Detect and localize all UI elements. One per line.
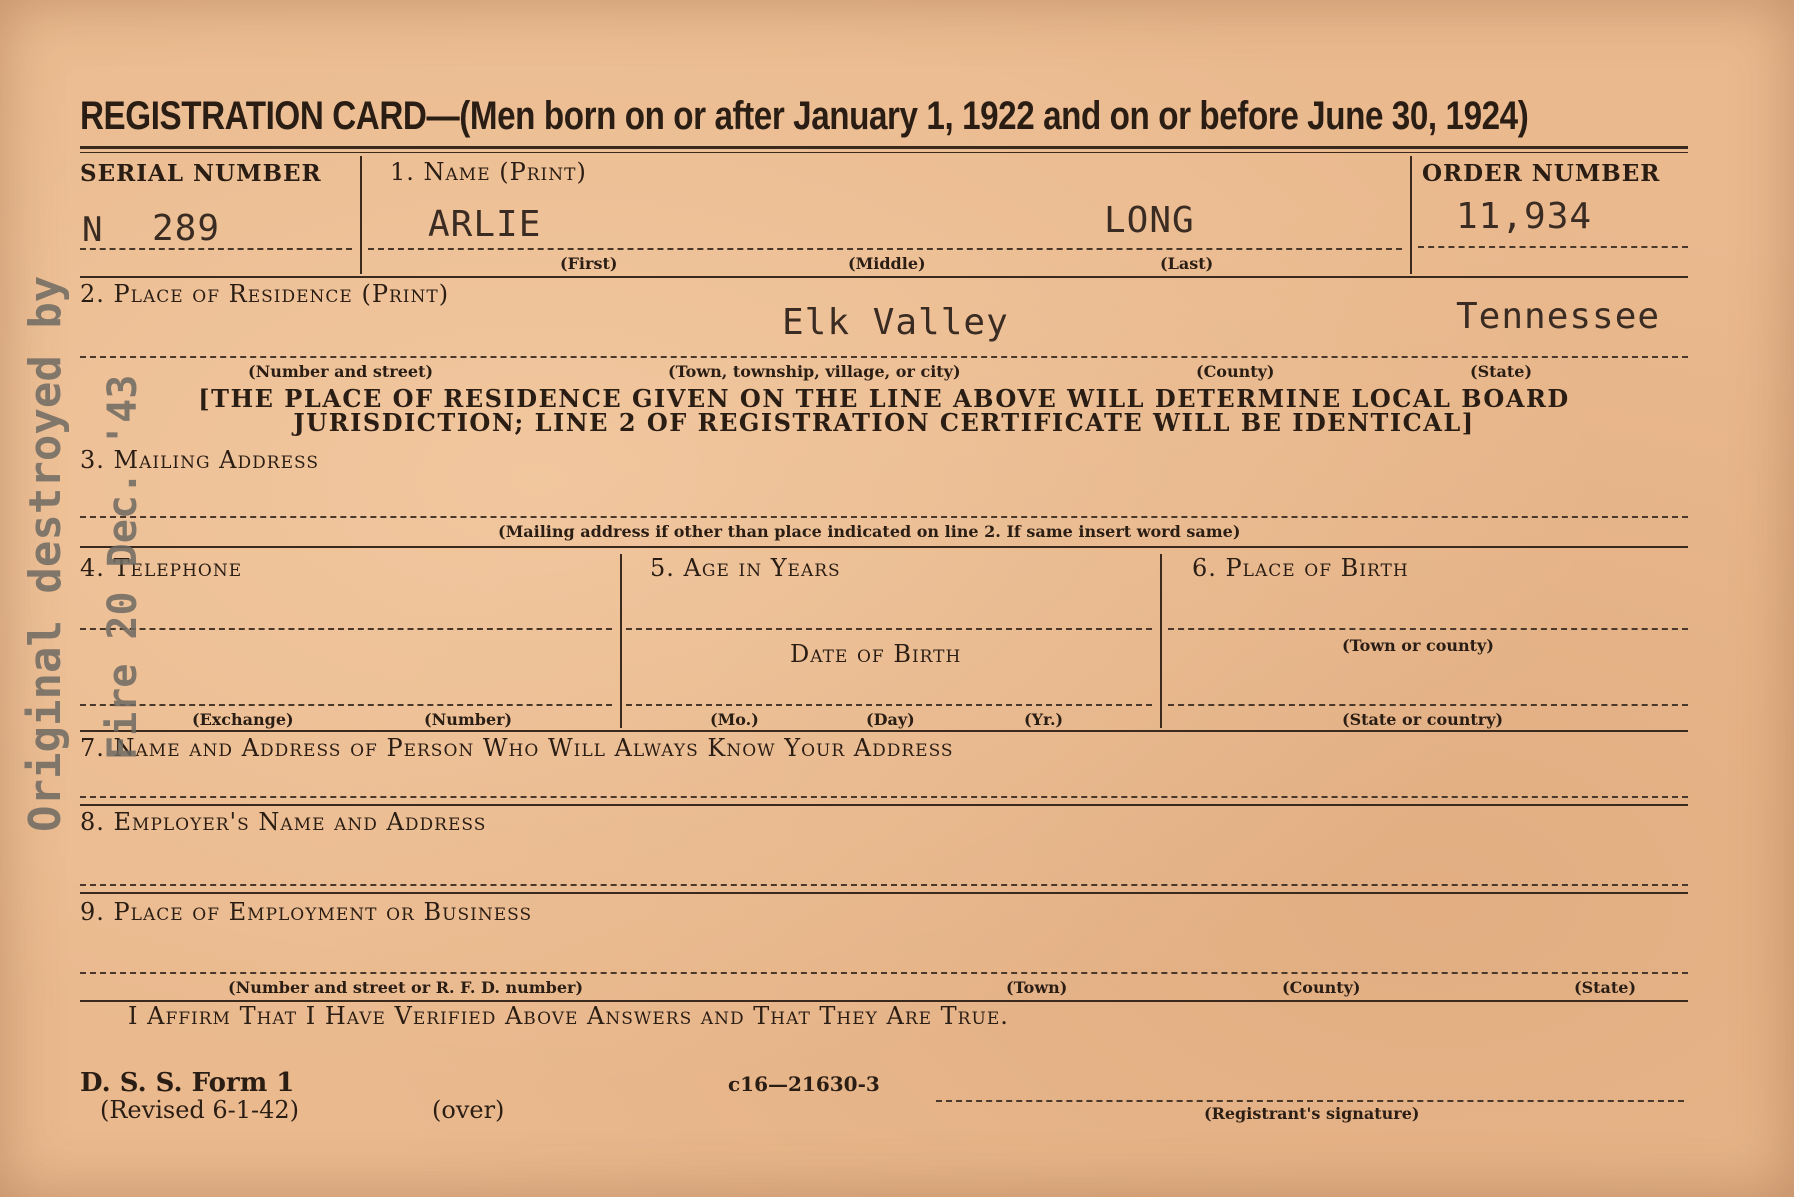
contact-person-label: 7. Name and Address of Person Who Will Always Know Your Address bbox=[80, 734, 954, 762]
serial-number-value: 289 bbox=[152, 208, 221, 249]
number-caption: (Number) bbox=[424, 710, 513, 729]
card-title: REGISTRATION CARD—(Men born on or after January 1, 1922 and on or before June 30, 1924) bbox=[80, 94, 1529, 138]
serial-line bbox=[80, 248, 352, 250]
exchange-caption: (Exchange) bbox=[192, 710, 294, 729]
name-label: 1. Name (Print) bbox=[390, 158, 587, 186]
order-number-label: ORDER NUMBER bbox=[1422, 160, 1661, 187]
last-name-value: LONG bbox=[1104, 200, 1195, 241]
residence-notice-line1: [THE PLACE OF RESIDENCE GIVEN ON THE LINE ABOVE WILL DETERMINE LOCAL BOARD bbox=[198, 384, 1570, 413]
employment-county-caption: (County) bbox=[1282, 978, 1361, 997]
age-line bbox=[626, 628, 1152, 630]
last-caption: (Last) bbox=[1160, 254, 1214, 273]
serial-divider bbox=[360, 156, 362, 274]
affirmation-text: I Affirm That I Have Verified Above Answers and That They Are True. bbox=[128, 1002, 1009, 1030]
order-divider bbox=[1410, 156, 1412, 274]
mailing-line bbox=[80, 516, 1688, 518]
row8-rule bbox=[80, 892, 1688, 894]
dob-line bbox=[626, 704, 1152, 706]
residence-label: 2. Place of Residence (Print) bbox=[80, 280, 450, 308]
birth-town-caption: (Town or county) bbox=[1342, 636, 1494, 655]
mailing-caption: (Mailing address if other than place indicated on line 2. If same insert word same) bbox=[498, 522, 1241, 541]
row4-rule bbox=[80, 730, 1688, 732]
destroyed-stamp-line2: Fire 20 Dec. '43 bbox=[100, 374, 146, 760]
title-rule bbox=[80, 146, 1688, 149]
signature-caption: (Registrant's signature) bbox=[1204, 1104, 1420, 1123]
order-number-value: 11,934 bbox=[1456, 196, 1593, 237]
serial-prefix: N bbox=[82, 210, 104, 250]
title-rule-inner bbox=[80, 152, 1688, 153]
form-name: D. S. S. Form 1 bbox=[80, 1068, 295, 1098]
form-revised: (Revised 6-1-42) bbox=[100, 1096, 300, 1124]
row7-rule bbox=[80, 804, 1688, 806]
month-caption: (Mo.) bbox=[710, 710, 759, 729]
day-caption: (Day) bbox=[866, 710, 915, 729]
employment-state-caption: (State) bbox=[1574, 978, 1637, 997]
telephone-divider bbox=[620, 554, 622, 728]
telephone-label: 4. Telephone bbox=[80, 554, 243, 582]
birthplace-line-1 bbox=[1168, 628, 1688, 630]
birthplace-line-2 bbox=[1168, 704, 1688, 706]
town-caption: (Town, township, village, or city) bbox=[668, 362, 961, 381]
name-line bbox=[368, 248, 1402, 250]
form-code: c16—21630-3 bbox=[728, 1072, 880, 1096]
middle-caption: (Middle) bbox=[848, 254, 926, 273]
serial-number-label: SERIAL NUMBER bbox=[80, 160, 322, 187]
residence-notice-line2: JURISDICTION; LINE 2 OF REGISTRATION CERTIFICATE WILL BE IDENTICAL] bbox=[293, 408, 1475, 437]
residence-town-value: Elk Valley bbox=[782, 302, 1009, 343]
employer-line bbox=[80, 884, 1688, 886]
year-caption: (Yr.) bbox=[1024, 710, 1064, 729]
row1-rule bbox=[80, 276, 1688, 278]
row3-rule bbox=[80, 546, 1688, 548]
age-label: 5. Age in Years bbox=[650, 554, 841, 582]
employment-street-caption: (Number and street or R. F. D. number) bbox=[228, 978, 584, 997]
street-caption: (Number and street) bbox=[248, 362, 434, 381]
first-name-value: ARLIE bbox=[428, 204, 542, 245]
contact-line bbox=[80, 796, 1688, 798]
signature-line bbox=[936, 1100, 1684, 1102]
age-divider bbox=[1160, 554, 1162, 728]
county-caption: (County) bbox=[1196, 362, 1275, 381]
residence-line bbox=[80, 356, 1688, 358]
telephone-line-1 bbox=[80, 628, 612, 630]
birthplace-label: 6. Place of Birth bbox=[1192, 554, 1409, 582]
employment-label: 9. Place of Employment or Business bbox=[80, 898, 533, 926]
employer-label: 8. Employer's Name and Address bbox=[80, 808, 487, 836]
residence-state-value: Tennessee bbox=[1456, 296, 1661, 337]
state-caption: (State) bbox=[1470, 362, 1533, 381]
birth-state-caption: (State or country) bbox=[1342, 710, 1504, 729]
first-caption: (First) bbox=[560, 254, 618, 273]
destroyed-stamp-line1: Original destroyed by bbox=[20, 275, 71, 832]
employment-line bbox=[80, 972, 1688, 974]
mailing-address-label: 3. Mailing Address bbox=[80, 446, 319, 474]
date-of-birth-label: Date of Birth bbox=[790, 640, 962, 668]
over-note: (over) bbox=[432, 1096, 505, 1124]
order-line bbox=[1418, 246, 1688, 248]
telephone-line-2 bbox=[80, 704, 612, 706]
employment-town-caption: (Town) bbox=[1006, 978, 1068, 997]
